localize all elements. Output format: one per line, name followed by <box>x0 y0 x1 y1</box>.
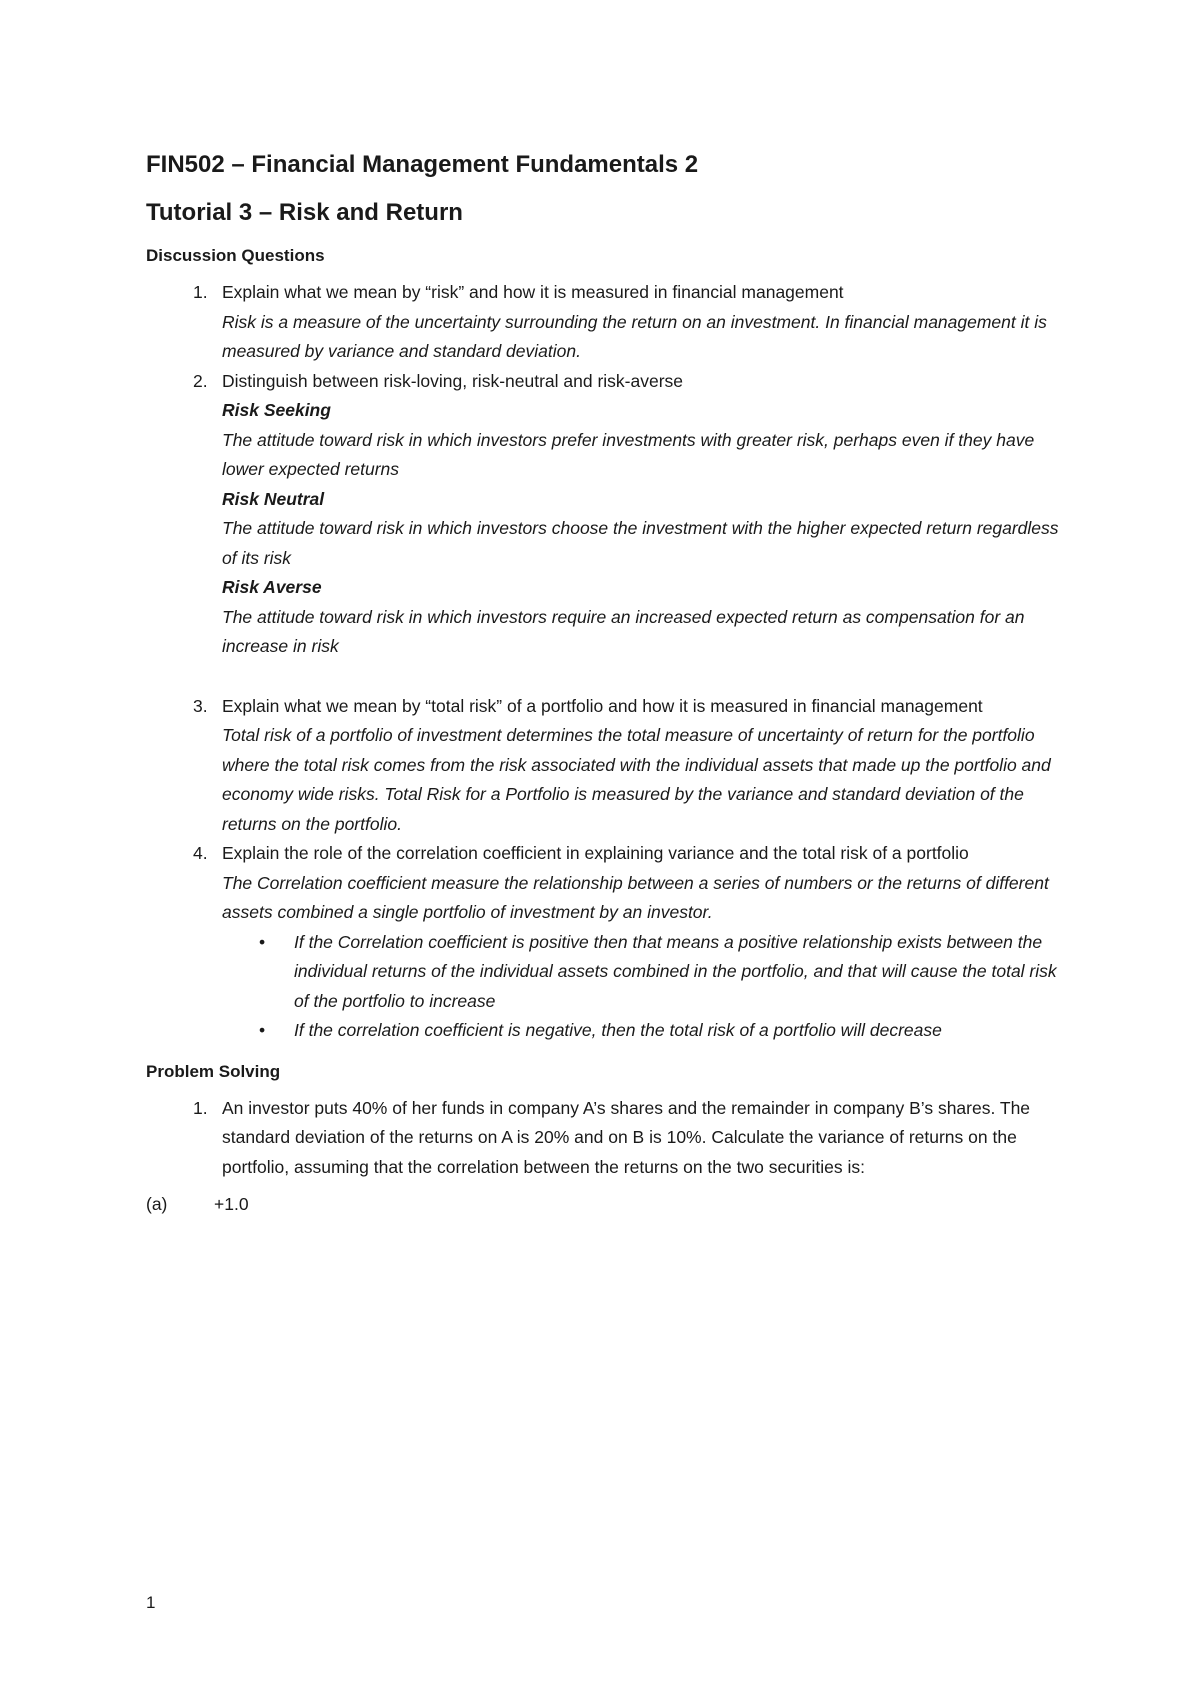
risk-neutral-label: Risk Neutral <box>222 488 325 509</box>
discussion-question-3 <box>146 692 1066 840</box>
question-number: 4. <box>193 843 208 863</box>
risk-averse-label: Risk Averse <box>222 577 322 597</box>
discussion-question-2 <box>146 367 1066 662</box>
problem-text: An investor puts 40% of her funds in company A’s shares and the remainder in company B’s shares. The standard deviation of the returns on A is 20% and on B is 10%. Calculate the variance of returns on the portfolio, assuming that the correlation between the returns on the two securities is: <box>222 1097 1031 1177</box>
part-value: +1.0 <box>214 1194 249 1214</box>
question-text: Distinguish between risk-loving, risk-neutral and risk-averse <box>222 370 684 391</box>
document-title: FIN502 – Financial Management Fundamentals 2 <box>146 151 699 178</box>
page-number: 1 <box>146 1593 156 1612</box>
question-text: Explain the role of the correlation coefficient in explaining variance and the total risk of a portfolio <box>222 843 969 863</box>
problem-part-a <box>146 1190 1066 1220</box>
answer-text: Total risk of a portfolio of investment determines the total measure of uncertainty of return for the portfolio where the total risk comes from the risk associated with the individual assets that made up the portfolio and economy wide risks. Total Risk for a Portfolio is measured by the variance and standard deviation of the returns on the portfolio. <box>222 725 1051 834</box>
part-label: (a) <box>146 1194 168 1214</box>
risk-seeking-label: Risk Seeking <box>222 400 331 420</box>
problem-number: 1. <box>193 1097 208 1118</box>
problem-1 <box>146 1094 1066 1183</box>
document-subtitle: Tutorial 3 – Risk and Return <box>146 199 463 226</box>
question-text: Explain what we mean by “total risk” of a portfolio and how it is measured in financial management <box>222 695 983 716</box>
answer-text: The Correlation coefficient measure the relationship between a series of numbers or the returns of different assets combined a single portfolio of investment by an investor. <box>222 872 1049 922</box>
list-item: • If the correlation coefficient is negative, then the total risk of a portfolio will decrease <box>222 1016 1066 1046</box>
problem-heading: Problem Solving <box>146 1061 281 1081</box>
discussion-heading: Discussion Questions <box>146 246 325 265</box>
bullet-icon: • <box>259 1020 266 1040</box>
answer-text: Risk is a measure of the uncertainty surrounding the return on an investment. In financial management it is measured by variance and standard deviation. <box>222 311 1047 361</box>
answer-bullets <box>222 928 1066 1046</box>
document-content <box>146 138 1066 1220</box>
question-number: 3. <box>193 695 208 716</box>
risk-seeking-text: The attitude toward risk in which investors prefer investments with greater risk, perhaps even if they have lower expected returns <box>222 429 1035 479</box>
question-text: Explain what we mean by “risk” and how it is measured in financial management <box>222 282 844 302</box>
list-item: • If the Correlation coefficient is positive then that means a positive relationship exists between the individual returns of the individual assets combined in the portfolio, and that will cause the total risk of the portfolio to increase <box>222 928 1066 1017</box>
discussion-question-1 <box>146 278 1066 367</box>
question-number: 2. <box>193 370 208 391</box>
discussion-question-4 <box>146 839 1066 1046</box>
risk-averse-text: The attitude toward risk in which investors require an increased expected return as compensation for an increase in risk <box>222 606 1025 656</box>
bullet-icon: • <box>259 931 266 952</box>
risk-neutral-text: The attitude toward risk in which investors choose the investment with the higher expected return regardless of its risk <box>222 518 1059 568</box>
question-number: 1. <box>193 282 208 302</box>
